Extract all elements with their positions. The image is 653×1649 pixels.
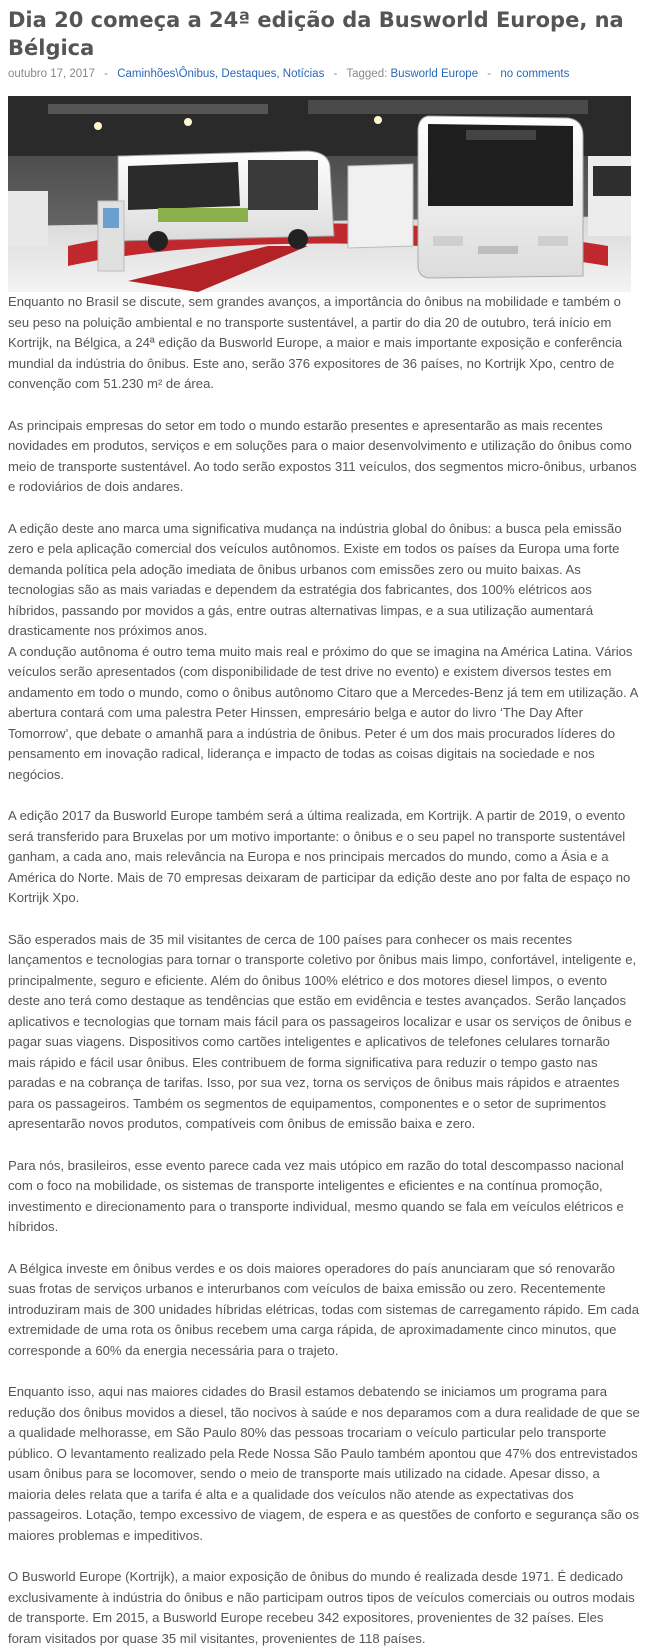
article-body [8, 292, 640, 1649]
paragraph: As principais empresas do setor em todo o mundo estarão presentes e apresentarão as mais recentes novidades em produtos, serviços e em soluções para o maior desenvolvimento e utilização do ônibus como meio de transporte sustentável. Ao todo serão expostos 311 veículos, dos segmentos micro-ônibus, urbanos e rodoviários de dois andares. [8, 417, 637, 494]
paragraph: Enquanto no Brasil se discute, sem grandes avanços, a importância do ônibus na mobilidade e também o seu peso na poluição ambiental e no transporte sustentável, a partir do dia 20 de outubro, terá início em Kortrijk, na Bélgica, a 24ª edição da Busworld Europe, a maior e mais importante exposição e conferência mundial da indústria do ônibus. Este ano, serão 376 expositores de 36 países, no Kortrijk Xpo, centro de convenção com 51.230 m² de área. [8, 294, 623, 391]
tag-link[interactable]: Busworld Europe [390, 68, 479, 80]
bus-exhibition-photo-icon [8, 96, 631, 292]
meta-separator: - [104, 68, 109, 80]
paragraph: Enquanto isso, aqui nas maiores cidades do Brasil estamos debatendo se iniciamos um programa para redução dos ônibus movidos a diesel, tão nocivos à saúde e nos deparamos com a dura realidade de que se a qualidade melhorasse, em São Paulo 80% das pessoas trocariam o veículo particular pelo transporte público. O levantamento realizado pela Rede Nossa São Paulo também apontou que 47% dos entrevistados usam ônibus para se locomover, sendo o meio de transporte mais utilizado na cidade. Apesar disso, a maioria deles relata que a tarifa é alta e a qualidade dos veículos não atende as expectativas dos passageiros. Lotação, tempo excessivo de viagem, de espera e as questões de conforto e segurança são os maiores problemas e impeditivos. [8, 1384, 640, 1543]
tagged-label: Tagged: [346, 68, 388, 80]
meta-separator: - [487, 68, 492, 80]
hero-image [8, 96, 631, 292]
meta-separator: - [333, 68, 338, 80]
paragraph: A edição 2017 da Busworld Europe também será a última realizada, em Kortrijk. A partir de 2019, o evento será transferido para Bruxelas por um motivo importante: o ônibus e o seu papel no transporte sustentável ganham, a cada ano, mais relevância na Europa e nos principais mercados do mundo, como a Ásia e a América do Norte. Mais de 70 empresas deixaram de participar da edição deste ano por falta de espaço no Kortrijk Xpo. [8, 808, 631, 905]
comments-link[interactable]: no comments [500, 68, 570, 80]
paragraph: Para nós, brasileiros, esse evento parece cada vez mais utópico em razão do total descompasso nacional com o foco na mobilidade, os sistemas de transporte inteligentes e eficientes e na contínua promoção, investimento e direcionamento para o transporte individual, mesmo quando se fala em veículos elétricos e híbridos. [8, 1157, 624, 1234]
paragraph: A edição deste ano marca uma significativa mudança na indústria global do ônibus: a busca pela emissão zero e pela aplicação comercial dos veículos autônomos. Existe em todos os países da Europa uma forte demanda política pela adoção imediata de ônibus urbanos com emissões zero ou muito baixas. As tecnologias são as mais variadas e dependem da estratégia dos fabricantes, dos 100% elétricos aos híbridos, passando por movidos a gás, entre outras alternativas limpas, e a sua utilização aumentará drasticamente nos próximos anos. [8, 520, 622, 638]
paragraph: São esperados mais de 35 mil visitantes de cerca de 100 países para conhecer os mais recentes lançamentos e tecnologias para tornar o transporte coletivo por ônibus mais limpo, confortável, inteligente e, principalmente, seguro e eficiente. Além do ônibus 100% elétrico e dos motores diesel limpos, o evento deste ano terá como destaque as tendências que estão em evidência e testes avançados. Serão lançados aplicativos e tecnologias que tornam mais fácil para os passageiros localizar e usar os serviços de ônibus e pagar suas viagens. Dispositivos como cartões inteligentes e aplicativos de telefones celulares tornarão mais rápido e fácil usar ônibus. Eles contribuem de forma significativa para reduzir o tempo gasto nas paradas e na cobrança de tarifas. Isso, por sua vez, torna os serviços de ônibus mais rápidos e atraentes para os passageiros. Também os segmentos de equipamentos, componentes e o setor de suprimentos apresentarão novos produtos, compatíveis com ônibus de emissão baixa e zero. [8, 931, 637, 1131]
paragraph: A condução autônoma é outro tema muito mais real e próximo do que se imagina na América Latina. Vários veículos serão apresentados (com disponibilidade de test drive no evento) e existem diversos testes em andamento em todo o mundo, como o ônibus autônomo Citaro que a Mercedes-Benz já tem em utilização. A abertura contará com uma palestra Peter Hinssen, empresário belga e autor do livro ‘The Day After Tomorrow’, que debate o amanhã para a indústria de ônibus. Peter é um dos mais procurados líderes do pensamento em inovação radical, liderança e impacto de todas as coisas digitais na sociedade e nos negócios. [8, 643, 638, 782]
paragraph: A Bélgica investe em ônibus verdes e os dois maiores operadores do país anunciaram que só renovarão suas frotas de serviços urbanos e interurbanos com veículos de baixa emissão ou zero. Recentemente introduziram mais de 300 unidades híbridas elétricas, todas com sistemas de carregamento rápido. Em cada extremidade de uma rota os ônibus recebem uma carga rápida, de aproximadamente cinco minutos, que corresponde a 60% da energia necessária para o trajeto. [8, 1260, 639, 1358]
paragraph: O Busworld Europe (Kortrijk), a maior exposição de ônibus do mundo é realizada desde 1971. É dedicado exclusivamente à indústria do ônibus e não participam outros tipos de veículos comerciais ou outros modais de transporte. Em 2015, a Busworld Europe recebeu 342 expositores, provenientes de 32 países. Eles foram visitados por quase 35 mil visitantes, provenientes de 118 países. [8, 1569, 635, 1646]
category-links[interactable]: Caminhões\Ônibus, Destaques, Notícias [117, 68, 325, 80]
article-meta [8, 66, 648, 82]
article-title: Dia 20 começa a 24ª edição da Busworld Europe, na Bélgica [8, 8, 624, 60]
post-date: outubro 17, 2017 [8, 68, 95, 80]
